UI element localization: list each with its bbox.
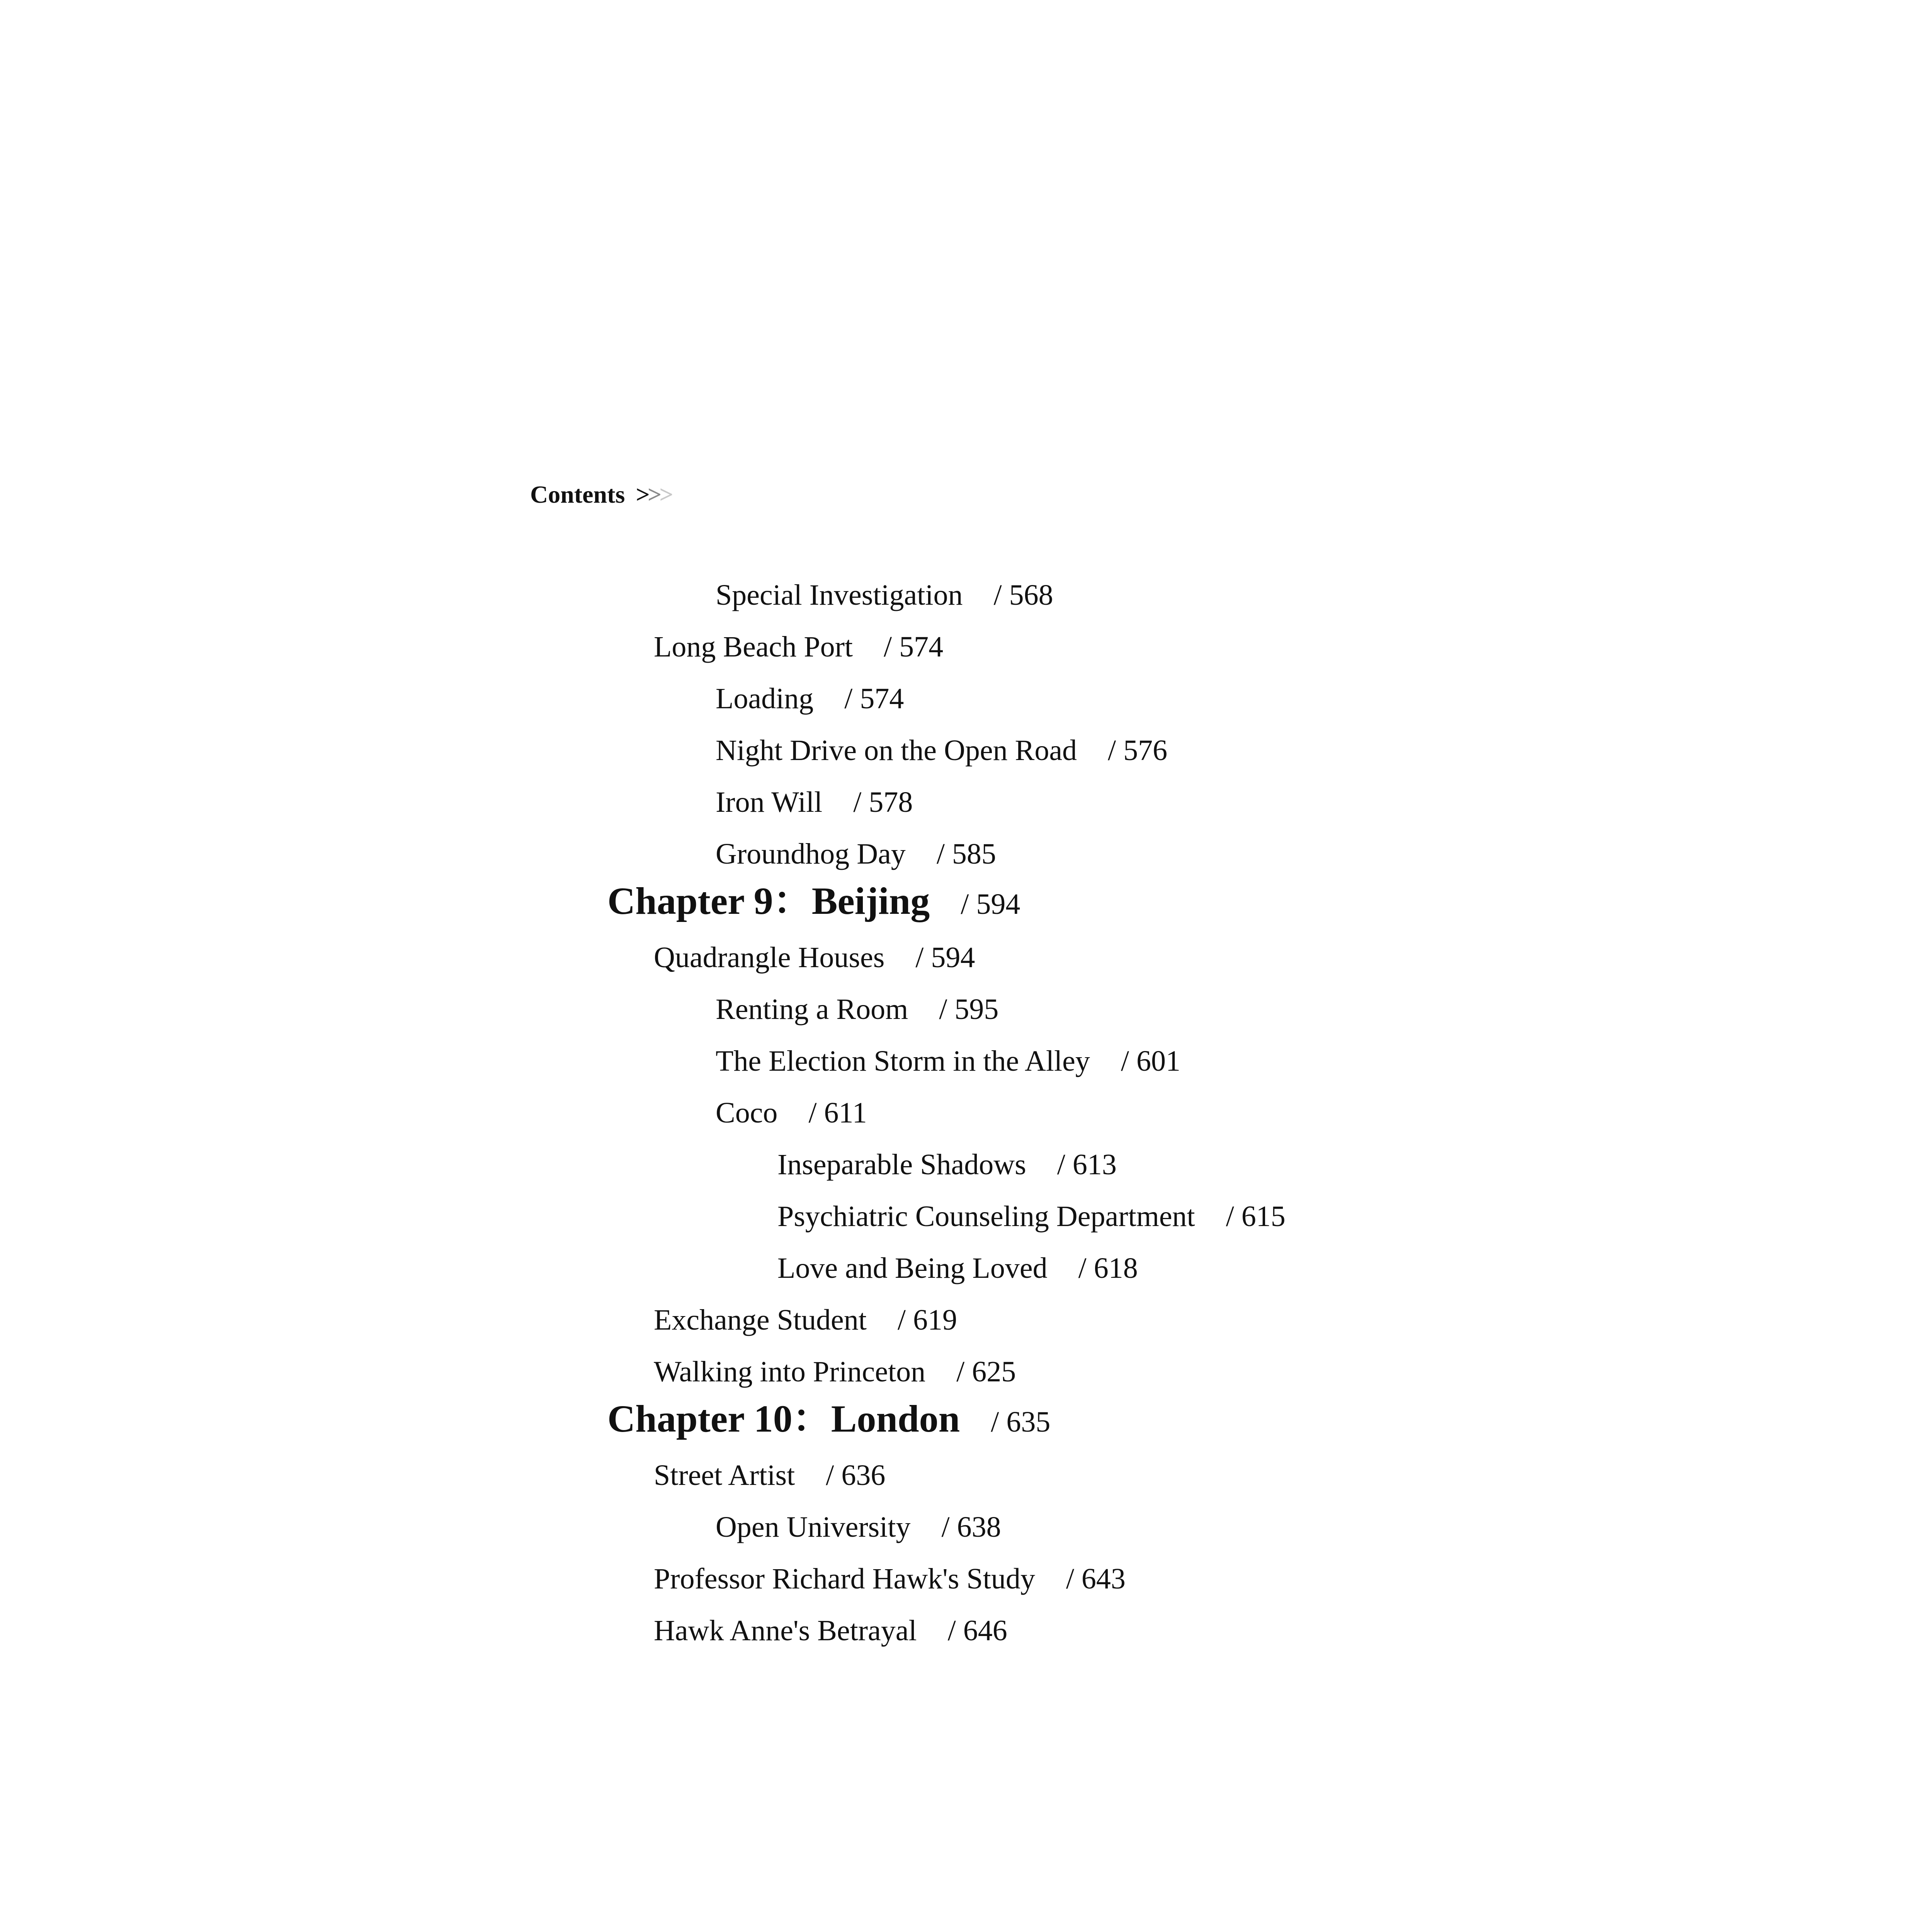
toc-entry-title: Walking into Princeton [654, 1355, 926, 1388]
toc-chapter-title: Chapter 10：London [607, 1397, 960, 1440]
toc-entry-page: / 613 [1057, 1148, 1117, 1181]
toc-entry-title: Exchange Student [654, 1304, 867, 1336]
toc-entry-title: Love and Being Loved [777, 1252, 1048, 1284]
arrow-icon-1: > [636, 481, 648, 508]
toc-entry-title: Groundhog Day [716, 838, 906, 870]
arrow-icon-3: > [659, 481, 671, 508]
toc-chapter-page: / 594 [961, 888, 1020, 920]
toc-entry-walking-into-princeton[interactable] [654, 1352, 1016, 1391]
toc-entry-page: / 611 [808, 1097, 867, 1129]
toc-entry-open-university[interactable] [716, 1508, 1001, 1546]
toc-entry-title: Special Investigation [716, 579, 963, 611]
toc-entry-page: / 585 [936, 838, 996, 870]
toc-entry-title: Iron Will [716, 786, 823, 818]
toc-entry-page: / 643 [1066, 1563, 1126, 1595]
toc-entry-hawk-anne-betrayal[interactable] [654, 1611, 1007, 1650]
toc-entry-page: / 615 [1226, 1200, 1286, 1233]
toc-entry-page: / 625 [956, 1355, 1016, 1388]
toc-entry-inseparable-shadows[interactable] [777, 1145, 1117, 1184]
toc-entry-special-investigation[interactable] [716, 576, 1053, 614]
contents-label: Contents [530, 481, 625, 508]
toc-entry-title: Night Drive on the Open Road [716, 734, 1077, 767]
toc-entry-page: / 646 [947, 1614, 1007, 1647]
toc-entry-title: Street Artist [654, 1459, 795, 1492]
toc-entry-page: / 568 [993, 579, 1053, 611]
toc-entry-street-artist[interactable] [654, 1456, 885, 1495]
toc-entry-exchange-student[interactable] [654, 1301, 957, 1339]
toc-entry-page: / 618 [1078, 1252, 1138, 1284]
toc-entry-page: / 578 [853, 786, 913, 818]
toc-entry-page: / 574 [884, 631, 944, 663]
toc-entry-coco[interactable] [716, 1094, 867, 1132]
toc-entry-title: Renting a Room [716, 993, 908, 1026]
toc-entry-psychiatric-counseling[interactable] [777, 1197, 1286, 1236]
toc-entry-page: / 601 [1121, 1045, 1180, 1077]
toc-entry-title: Quadrangle Houses [654, 941, 885, 974]
toc-entry-renting-a-room[interactable] [716, 990, 998, 1029]
toc-entry-title: Long Beach Port [654, 631, 853, 663]
toc-entry-page: / 638 [941, 1511, 1001, 1543]
toc-chapter-9[interactable] [607, 879, 1020, 923]
toc-chapter-title: Chapter 9：Beijing [607, 879, 930, 922]
toc-entry-page: / 636 [826, 1459, 886, 1492]
toc-entry-professor-hawk-study[interactable] [654, 1560, 1126, 1598]
toc-entry-quadrangle-houses[interactable] [654, 938, 975, 977]
toc-entry-title: Loading [716, 682, 814, 715]
toc-entry-night-drive[interactable] [716, 731, 1167, 770]
toc-entry-title: Hawk Anne's Betrayal [654, 1614, 917, 1647]
toc-entry-page: / 574 [844, 682, 904, 715]
toc-entry-page: / 594 [915, 941, 975, 974]
toc-entry-title: Psychiatric Counseling Department [777, 1200, 1195, 1233]
arrow-icon-2: > [647, 481, 660, 508]
toc-chapter-10[interactable] [607, 1397, 1051, 1441]
arrow-icons [636, 481, 671, 508]
toc-entry-iron-will[interactable] [716, 783, 913, 821]
toc-entry-title: Coco [716, 1097, 778, 1129]
toc-entry-title: Inseparable Shadows [777, 1148, 1026, 1181]
toc-entry-title: Professor Richard Hawk's Study [654, 1563, 1035, 1595]
toc-entry-page: / 576 [1108, 734, 1168, 767]
running-head [530, 479, 671, 510]
toc-entry-page: / 595 [939, 993, 999, 1026]
toc-entry-loading[interactable] [716, 679, 904, 718]
toc-entry-election-storm[interactable] [716, 1042, 1180, 1080]
toc-entry-page: / 619 [897, 1304, 957, 1336]
toc-entry-long-beach-port[interactable] [654, 628, 943, 666]
toc-entry-groundhog-day[interactable] [716, 835, 996, 873]
toc-chapter-page: / 635 [991, 1406, 1051, 1438]
toc-entry-title: Open University [716, 1511, 911, 1543]
toc-entry-love-and-being-loved[interactable] [777, 1249, 1138, 1287]
toc-entry-title: The Election Storm in the Alley [716, 1045, 1090, 1077]
